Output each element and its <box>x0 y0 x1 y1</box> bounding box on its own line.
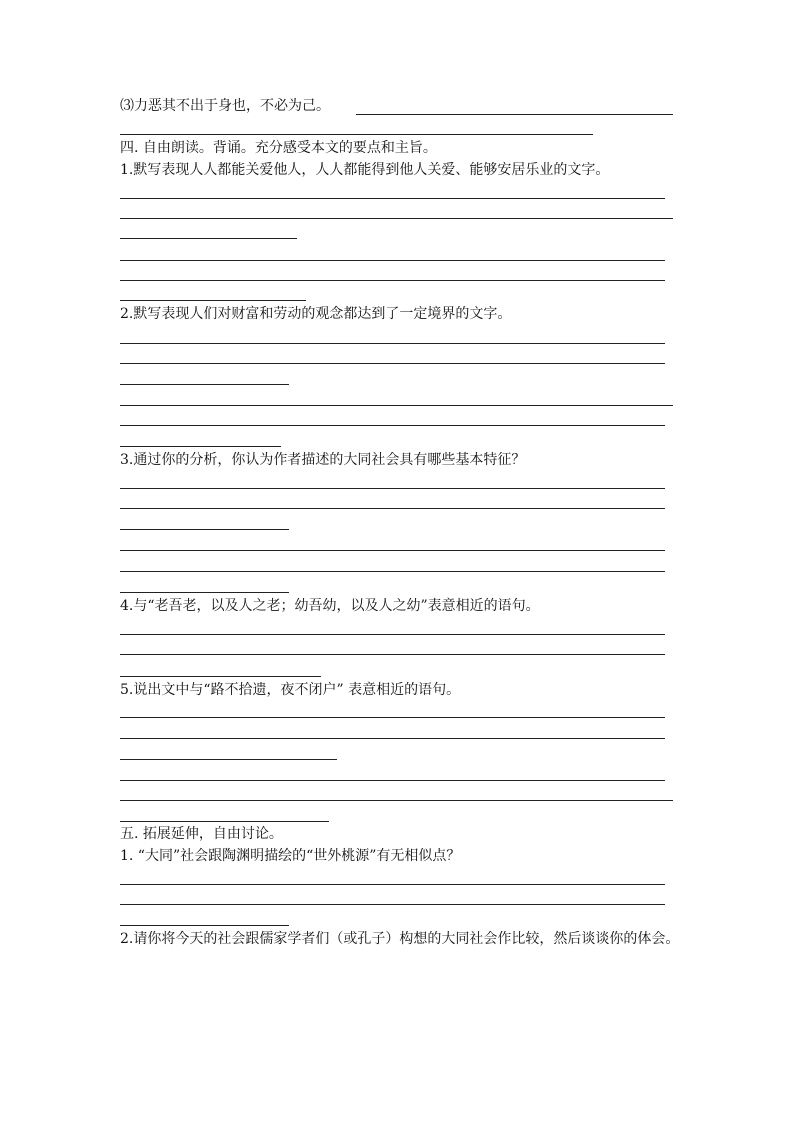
answer-line[interactable] <box>120 280 665 281</box>
item-3-text: ⑶力恶其不出于身也，不必为己。 <box>120 98 330 114</box>
answer-line[interactable] <box>120 260 665 261</box>
answer-line[interactable] <box>120 592 289 593</box>
answer-line[interactable] <box>120 363 665 364</box>
answer-line[interactable] <box>120 571 665 572</box>
answer-line[interactable] <box>120 134 593 135</box>
answer-line[interactable] <box>120 488 665 489</box>
question-3: 3.通过你的分析，你认为作者描述的大同社会具有哪些基本特征？ <box>120 452 526 468</box>
answer-line[interactable] <box>120 384 289 385</box>
question-4: 4.与“老吾老，以及人之老；幼吾幼，以及人之幼”表意相近的语句。 <box>120 598 540 614</box>
section-4-heading: 四. 自由朗读。背诵。充分感受本文的要点和主旨。 <box>120 140 437 156</box>
answer-line[interactable] <box>120 676 321 677</box>
answer-line[interactable] <box>120 759 337 760</box>
answer-line[interactable] <box>120 884 665 885</box>
answer-line[interactable] <box>120 738 665 739</box>
answer-line[interactable] <box>120 529 289 530</box>
answer-line[interactable] <box>120 300 306 301</box>
question-5: 5.说出文中与“路不拾遗，夜不闭户” 表意相近的语句。 <box>120 682 461 698</box>
answer-line[interactable] <box>120 634 665 635</box>
answer-line[interactable] <box>120 780 665 781</box>
answer-line[interactable] <box>120 218 673 219</box>
answer-line[interactable] <box>120 405 673 406</box>
answer-line[interactable] <box>120 425 665 426</box>
answer-line[interactable] <box>120 654 665 655</box>
answer-line[interactable] <box>120 925 289 926</box>
question-5-2: 2.请你将今天的社会跟儒家学者们（或孔子）构想的大同社会作比较，然后谈谈你的体会。 <box>120 931 680 947</box>
answer-line[interactable] <box>356 114 673 115</box>
question-2: 2.默写表现人们对财富和劳动的观念都达到了一定境界的文字。 <box>120 306 512 322</box>
answer-line[interactable] <box>120 904 665 905</box>
answer-line[interactable] <box>120 717 665 718</box>
answer-line[interactable] <box>120 343 665 344</box>
question-5-1: 1. “大同”社会跟陶渊明描绘的“世外桃源”有无相似点？ <box>120 848 461 864</box>
answer-line[interactable] <box>120 198 665 199</box>
answer-line[interactable] <box>120 446 281 447</box>
answer-line[interactable] <box>120 821 329 822</box>
answer-line[interactable] <box>120 550 665 551</box>
question-1: 1.默写表现人人都能关爱他人，人人都能得到他人关爱、能够安居乐业的文字。 <box>120 162 610 178</box>
answer-line[interactable] <box>120 238 297 239</box>
answer-line[interactable] <box>120 508 665 509</box>
section-5-heading: 五. 拓展延伸，自由讨论。 <box>120 826 283 842</box>
answer-line[interactable] <box>120 800 673 801</box>
